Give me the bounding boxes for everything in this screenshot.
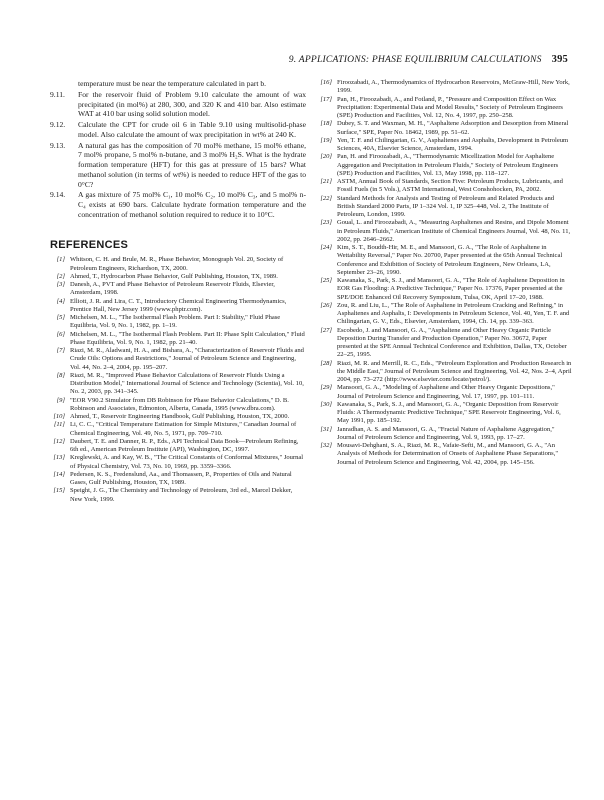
problem-item bbox=[50, 141, 306, 190]
reference-item bbox=[50, 413, 306, 421]
reference-item bbox=[317, 327, 573, 360]
reference-item bbox=[317, 120, 573, 137]
problem-text: A natural gas has the composition of 70 mol% methane, 15 mol% ethane, 7 mol% propane, 5 mol% n-butane, and 3 mol% H₂S. What is the hydrate formation temperature (HFT) for this gas at pressure of 15 bars? What methanol solution (in terms of wt%) is needed to reduce HFT of the gas to 0°C? bbox=[78, 140, 306, 189]
reference-text: Kawanaka, S., Park, S. J., and Mansoori, G. A., "Organic Deposition from Reservoir Fluids: A Thermodynamic Predictive Technique," SPE Reservoir Engineering, Vol. 6, May 1991, pp. 185–192. bbox=[337, 400, 561, 425]
reference-text: ASTM, Annual Book of Standards, Section Five: Petroleum Products, Lubricants, and Fossil Fuels (in 5 Vols.), ASTM International, West Conshohocken, PA, 2002. bbox=[337, 178, 563, 194]
problem-number: 9.11. bbox=[50, 89, 65, 99]
reference-number: [16] bbox=[320, 79, 332, 86]
reference-item bbox=[317, 96, 573, 121]
reference-number: [25] bbox=[320, 277, 332, 284]
reference-number: [15] bbox=[53, 487, 65, 495]
running-header bbox=[36, 54, 568, 65]
reference-text: Michelsen, M. L., "The Isothermal Flash Problem. Part II: Phase Split Calculation," Fluid Phase Equilibria, Vol. 9, No. 1, 1982, pp. 21–40. bbox=[70, 330, 305, 346]
reference-item bbox=[50, 273, 306, 281]
reference-list-right bbox=[317, 79, 573, 467]
reference-number: [27] bbox=[320, 326, 332, 334]
reference-item bbox=[317, 153, 573, 178]
reference-number: [26] bbox=[320, 301, 332, 309]
right-column bbox=[317, 79, 573, 467]
reference-text: Danesh, A., PVT and Phase Behavior of Petroleum Reservoir Fluids, Elsevier, Amsterdam, 1998. bbox=[70, 281, 275, 297]
reference-text: Yen, T. F. and Chilingarian, G. V., Asphaltenes and Asphalts, Development in Petroleum Sciences, 40A, Elsevier Science, Amsterdam, 1994. bbox=[337, 136, 569, 152]
reference-number: [22] bbox=[320, 194, 332, 202]
reference-number: [13] bbox=[53, 454, 65, 462]
reference-item bbox=[50, 256, 306, 273]
reference-text: Whitson, C. H. and Brule, M. R., Phase Behavior, Monograph Vol. 20, Society of Petroleum Engineers, Richardson, TX, 2000. bbox=[70, 256, 284, 272]
problem-text: For the reservoir fluid of Problem 9.10 calculate the amount of wax precipitated (in mol%) at 280, 300, and 320 K and 410 bar. Also estimate WAT at 410 bar using solid solution model. bbox=[78, 89, 306, 119]
reference-number: [3] bbox=[56, 281, 65, 288]
problem-continuation bbox=[50, 79, 306, 89]
reference-item bbox=[317, 277, 573, 302]
reference-item bbox=[50, 397, 306, 414]
problem-number: 9.14. bbox=[50, 190, 66, 200]
reference-item bbox=[317, 384, 573, 401]
reference-text: Riazi, M. R., "Improved Phase Behavior Calculations of Reservoir Fluids Using a Distribution Model," International Journal of Science and Technology (Scientia), Vol. 10, No. 2, 2003, pp. 341–345. bbox=[70, 371, 304, 396]
reference-number: [7] bbox=[56, 347, 65, 354]
problem-item bbox=[50, 120, 306, 140]
reference-text: Riazi, M. R., Aladwani, H. A., and Bishara, A., "Characterization of Reservoir Fluids and Crude Oils: Options and Restrictions," Journal of Petroleum Science and Engineering, Vol. 44, No. 2–4, 2004, pp. 195–207. bbox=[70, 347, 304, 371]
reference-item bbox=[317, 244, 573, 277]
reference-number: [30] bbox=[320, 400, 332, 408]
reference-text: Daubert, T. E. and Danner, R. P., Eds., API Technical Data Book—Petroleum Refining, 6th ed., American Petroleum Institute (API), Washington, DC, 1997. bbox=[70, 437, 299, 453]
reference-item bbox=[50, 298, 306, 315]
reference-item bbox=[317, 178, 573, 195]
reference-item bbox=[50, 314, 306, 331]
references-heading: REFERENCES bbox=[50, 238, 129, 251]
reference-item bbox=[317, 79, 573, 96]
problem-number: 9.12. bbox=[50, 120, 66, 129]
reference-number: [24] bbox=[320, 244, 332, 251]
reference-number: [23] bbox=[320, 219, 332, 227]
reference-text: Goual, L. and Firoozabadi, A., "Measuring Asphaltenes and Resins, and Dipole Moment in Petroleum Fluids," American Institute of Chemical Engineers Journal, Vol. 48, No. 11, 2002, pp. 2646–2662. bbox=[337, 219, 571, 243]
reference-text: Ahmed, T., Hydrocarbon Phase Behavior, Gulf Publishing, Houston, TX, 1989. bbox=[70, 272, 278, 280]
problem-text: temperature must be near the temperature calculated in part b. bbox=[78, 79, 267, 88]
reference-item bbox=[317, 219, 573, 244]
reference-item bbox=[50, 438, 306, 455]
chapter-title: 9. APPLICATIONS: PHASE EQUILIBRIUM CALCULATIONS bbox=[288, 54, 542, 65]
reference-number: [6] bbox=[56, 330, 65, 338]
reference-text: Kim, S. T., Boudth-Hir, M. E., and Mansoori, G. A., "The Role of Asphaltene in Wettability Reversal," Paper No. 20700, Paper presented at the 65th Annual Technical Conference and Exhibition of Society of Petroleum Engineers, New Orleans, LA, September 23–26, 1990. bbox=[337, 244, 563, 276]
reference-text: Ahmed, T., Reservoir Engineering Handbook, Gulf Publishing, Houston, TX, 2000. bbox=[70, 413, 290, 420]
reference-text: Firoozabadi, A., Thermodynamics of Hydrocarbon Reservoirs, McGraw-Hill, New York, 1999. bbox=[337, 79, 570, 95]
reference-text: Li, C. C., "Critical Temperature Estimation for Simple Mixtures," Canadian Journal of Chemical Engineering, Vol. 49, No. 5, 1971, pp. 709–710. bbox=[70, 421, 297, 437]
left-column bbox=[50, 79, 306, 504]
reference-number: [28] bbox=[320, 359, 332, 367]
reference-item bbox=[50, 454, 306, 471]
reference-item bbox=[50, 421, 306, 438]
reference-number: [18] bbox=[320, 120, 332, 128]
reference-number: [1] bbox=[56, 256, 65, 264]
problem-item bbox=[50, 90, 306, 119]
reference-item bbox=[50, 487, 306, 504]
reference-text: Kawanaka, S., Park, S. J., and Mansoori, G. A., "The Role of Asphaltene Deposition in EOR Gas Flooding: A Predictive Technique," Paper No. 17376, Paper presented at the SPE/DOE Enhanced Oil Recovery Symposium, Tulsa, OK, April 17–20, 1988. bbox=[337, 277, 565, 301]
reference-item bbox=[50, 347, 306, 372]
problem-text: A gas mixture of 75 mol% C₁, 10 mol% C₂, 10 mol% C₃, and 5 mol% n-C₄ exists at 690 bars. Calculate hydrate formation temperature and the concentration of methanol solution required to reduce it to 10°C. bbox=[78, 190, 306, 219]
reference-text: Standard Methods for Analysis and Testing of Petroleum and Related Products and British Standard 2000 Parts, IP 1–324 Vol. 1, IP 325–448, Vol. 2, The Institute of Petroleum, London, 1999. bbox=[337, 194, 555, 218]
reference-text: Janradhan, A. S. and Mansoori, G. A., "Fractal Nature of Asphaltene Aggregation," Journal of Petroleum Science and Engineering, Vol. 9, 1993, pp. 17–27. bbox=[337, 425, 555, 441]
reference-text: Mousavi-Dehghani, S. A., Riazi, M. R., Vafaie-Sefti, M., and Mansoori, G. A., "An Analysis of Methods for Determination of Onsets of Asphaltene Phase Separations," Journal of Petroleum Science and Engineering, Vol. 42, 2004, pp. 145–156. bbox=[337, 442, 559, 466]
reference-number: [21] bbox=[320, 178, 332, 185]
reference-item bbox=[50, 372, 306, 397]
reference-item bbox=[317, 302, 573, 327]
reference-list-left bbox=[50, 256, 306, 504]
reference-item bbox=[317, 137, 573, 154]
reference-number: [32] bbox=[320, 442, 332, 449]
reference-text: Pan, H. and Firoozabadi, A., "Thermodynamic Micellization Model for Asphaltene Aggregation and Precipitation in Petroleum Fluids," Society of Petroleum Engineers (SPE) Production and Facilities, Vol. 13, May 1998, pp. 118–127. bbox=[337, 153, 559, 177]
reference-number: [9] bbox=[56, 396, 65, 404]
reference-item bbox=[317, 195, 573, 220]
reference-number: [31] bbox=[320, 425, 332, 433]
reference-text: Riazi, M. R. and Merrill, R. C., Eds., "Petroleum Exploration and Production Research in the Middle East," Journal of Petroleum Science and Engineering, Vol. 42, Nos. 2–4, April 2004, pp. 73–272 (http://www.elsevier.com/locate/petrol/). bbox=[337, 359, 572, 383]
reference-number: [11] bbox=[53, 421, 65, 429]
reference-text: "EOR V90.2 Simulator from DB Robinson for Phase Behavior Calculations," D. B. Robinson and Associates, Edmonton, Alberta, Canada, 1995 (www.dbra.com). bbox=[70, 396, 289, 412]
reference-text: Pedersen, K. S., Fredenslund, Aa., and Thomassen, P., Properties of Oils and Natural Gases, Gulf Publishing, Houston, TX, 1989. bbox=[70, 470, 292, 486]
reference-item bbox=[317, 442, 573, 467]
reference-item bbox=[317, 426, 573, 443]
reference-item bbox=[317, 401, 573, 426]
reference-number: [4] bbox=[56, 297, 65, 305]
reference-item bbox=[50, 281, 306, 298]
reference-text: Zou, R. and Liu, L., "The Role of Asphaltene in Petroleum Cracking and Refining," in Asphaltenes and Asphalts, I: Developments in Petroleum Science, Vol. 40, Yen, T. F. and Chilingarian, G. V., Eds., Elsevier, Amsterdam, 1994, Ch. 14, pp. 339–363. bbox=[337, 301, 570, 326]
page-number: 395 bbox=[551, 54, 568, 65]
reference-text: Speight, J. G., The Chemistry and Technology of Petroleum, 3rd ed., Marcel Dekker, New York, 1999. bbox=[70, 487, 293, 503]
reference-text: Escobedo, J. and Mansoori, G. A., "Asphaltene and Other Heavy Organic Particle Deposition During Transfer and Production Operation," Paper No. 30672, Paper presented at the SPE Annual Technical Conference and Exhibition, Dallas, TX, October 22–25, 1995. bbox=[337, 326, 567, 359]
reference-number: [14] bbox=[53, 470, 65, 478]
reference-text: Elliott, J. R. and Lira, C. T., Introductory Chemical Engineering Thermodynamics, Prentice Hall, New Jersey 1999 (www.phptr.com). bbox=[70, 297, 287, 313]
reference-text: Kreglewski, A. and Kay, W. B., "The Critical Constants of Conformal Mixtures," Journal of Physical Chemistry, Vol. 73, No. 10, 1969, pp. 3359–3366. bbox=[70, 454, 304, 470]
reference-text: Pan, H., Firoozabadi, A., and Fotland, P., "Pressure and Composition Effect on Wax Precipitation: Experimental Data and Model Results," Society of Petroleum Engineers (SPE) Production and Facilities, Vol. 12, No. 4, 1997, pp. 250–258. bbox=[337, 95, 563, 119]
reference-number: [10] bbox=[53, 413, 65, 420]
reference-item bbox=[50, 331, 306, 348]
problem-text: Calculate the CPT for crude oil 6 in Table 9.10 using multisolid-phase model. Also calculate the amount of wax precipitation in wt% at 240 K. bbox=[78, 120, 306, 139]
reference-number: [17] bbox=[320, 95, 332, 103]
reference-number: [2] bbox=[56, 272, 65, 280]
reference-text: Mansoori, G. A., "Modeling of Asphaltene and Other Heavy Organic Depositions," Journal of Petroleum Science and Engineering, Vol. 17, 1997, pp. 101–111. bbox=[337, 384, 555, 400]
reference-text: Michelsen, M. L., "The Isothermal Flash Problem. Part I: Stability," Fluid Phase Equilibria, Vol. 9, No. 1, 1982, pp. 1–19. bbox=[70, 314, 281, 330]
reference-number: [20] bbox=[320, 153, 332, 161]
problem-item bbox=[50, 190, 306, 219]
reference-item bbox=[50, 471, 306, 488]
reference-number: [12] bbox=[53, 437, 65, 445]
problem-number: 9.13. bbox=[50, 140, 66, 150]
reference-number: [19] bbox=[320, 136, 332, 144]
reference-item bbox=[317, 360, 573, 385]
reference-number: [8] bbox=[56, 371, 65, 379]
reference-number: [29] bbox=[320, 384, 332, 392]
reference-text: Dubey, S. T. and Waxman, M. H., "Asphaltene Adsorption and Desorption from Mineral Surface," SPE, Paper No. 18462, 1989, pp. 51–62. bbox=[337, 120, 569, 136]
reference-number: [5] bbox=[56, 314, 65, 321]
